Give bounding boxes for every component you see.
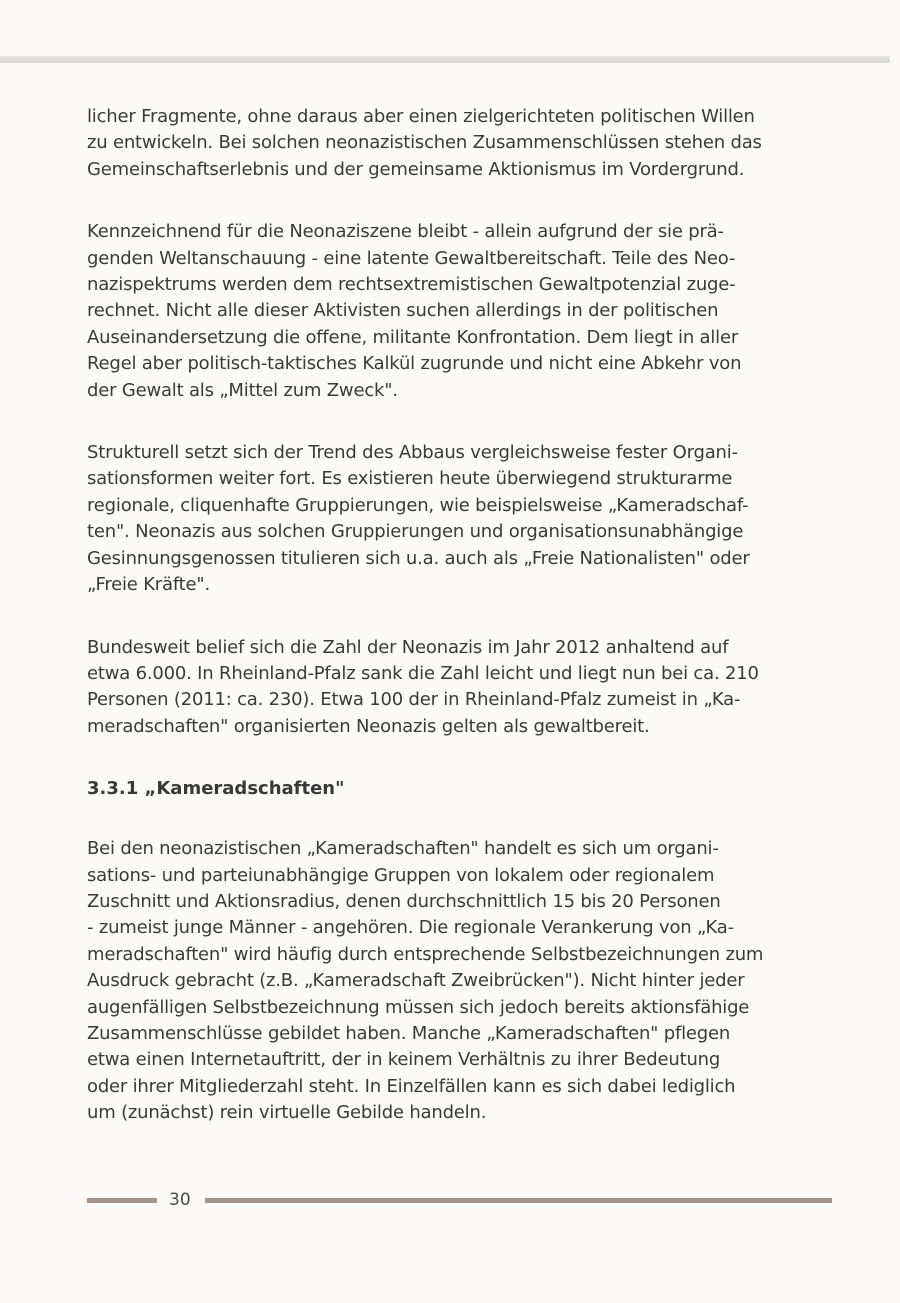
footer-rule-right — [205, 1198, 832, 1203]
text-line: genden Weltanschauung - eine latente Gewaltbereitschaft. Teile des Neo- — [87, 247, 736, 269]
footer-rule-left — [87, 1198, 157, 1203]
section-heading: 3.3.1 „Kameradschaften" — [87, 778, 345, 800]
text-line: Auseinandersetzung die offene, militante Konfrontation. Dem liegt in aller — [87, 326, 739, 348]
text-line: regionale, cliquenhafte Gruppierungen, wie beispielsweise „Kameradschaf- — [87, 494, 749, 516]
text-line: „Freie Kräfte". — [87, 574, 210, 596]
text-line: sations- und parteiunabhängige Gruppen von lokalem oder regionalem — [87, 864, 715, 886]
text-line: Gesinnungsgenossen titulieren sich u.a. auch als „Freie Nationalisten" oder — [87, 547, 750, 569]
text-line: augenfälligen Selbstbezeichnung müssen sich jedoch bereits aktionsfähige — [87, 996, 750, 1018]
text-line: Zusammenschlüsse gebildet haben. Manche „Kameradschaften" pflegen — [87, 1022, 731, 1044]
text-line: Ausdruck gebracht (z.B. „Kameradschaft Zweibrücken"). Nicht hinter jeder — [87, 970, 745, 992]
text-line: sationsformen weiter fort. Es existieren heute überwiegend strukturarme — [87, 468, 733, 490]
text-line: meradschaften" organisierten Neonazis gelten als gewaltbereit. — [87, 715, 650, 737]
text-line: Personen (2011: ca. 230). Etwa 100 der in Rheinland-Pfalz zumeist in „Ka- — [87, 689, 741, 711]
page-number: 30 — [169, 1190, 191, 1210]
text-line: etwa 6.000. In Rheinland-Pfalz sank die Zahl leicht und liegt nun bei ca. 210 — [87, 662, 759, 684]
text-line: Zuschnitt und Aktionsradius, denen durchschnittlich 15 bis 20 Personen — [87, 890, 721, 912]
text-line: Bundesweit belief sich die Zahl der Neonazis im Jahr 2012 anhaltend auf — [87, 636, 729, 658]
text-line: Kennzeichnend für die Neonaziszene bleibt - allein aufgrund der sie prä- — [87, 221, 724, 243]
text-line: etwa einen Internetauftritt, der in keinem Verhältnis zu ihrer Bedeutung — [87, 1049, 721, 1071]
text-line: zu entwickeln. Bei solchen neonazistischen Zusammenschlüssen stehen das — [87, 132, 762, 154]
text-line: ten". Neonazis aus solchen Gruppierungen und organisationsunabhängige — [87, 521, 744, 543]
page-body — [87, 104, 827, 1163]
text-line: licher Fragmente, ohne daraus aber einen zielgerichteten politischen Willen — [87, 106, 755, 127]
page-footer — [87, 1188, 832, 1212]
text-line: nazispektrums werden dem rechtsextremistischen Gewaltpotenzial zuge- — [87, 274, 736, 296]
paragraph-violence-potential — [87, 219, 827, 404]
paragraph-kameradschaften — [87, 836, 827, 1126]
text-line: Strukturell setzt sich der Trend des Abbaus vergleichsweise fester Organi- — [87, 442, 738, 464]
text-line: oder ihrer Mitgliederzahl steht. In Einzelfällen kann es sich dabei lediglich — [87, 1075, 736, 1097]
paragraph-fragment-ending — [87, 104, 827, 183]
text-line: der Gewalt als „Mittel zum Zweck". — [87, 379, 398, 401]
text-line: meradschaften" wird häufig durch entsprechende Selbstbezeichnungen zum — [87, 943, 764, 965]
text-line: Bei den neonazistischen „Kameradschaften" handelt es sich um organi- — [87, 838, 719, 860]
text-line: Gemeinschaftserlebnis und der gemeinsame Aktionismus im Vordergrund. — [87, 158, 745, 180]
text-line: rechnet. Nicht alle dieser Aktivisten suchen allerdings in der politischen — [87, 300, 719, 322]
top-rule — [0, 56, 890, 63]
text-line: um (zunächst) rein virtuelle Gebilde handeln. — [87, 1102, 487, 1124]
paragraph-structure-trend — [87, 440, 827, 598]
text-line: - zumeist junge Männer - angehören. Die regionale Verankerung von „Ka- — [87, 917, 734, 939]
text-line: Regel aber politisch-taktisches Kalkül zugrunde und nicht eine Abkehr von — [87, 353, 742, 375]
paragraph-statistics — [87, 635, 827, 741]
